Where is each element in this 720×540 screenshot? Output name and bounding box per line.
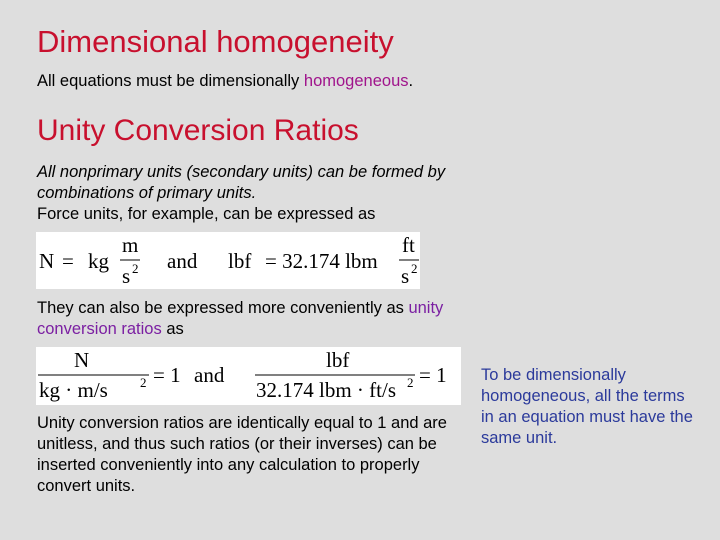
eq2-denominator-1-exponent: 2: [140, 375, 147, 390]
eq2-numerator-n: N: [74, 348, 90, 372]
eq1-equals: =: [62, 249, 74, 273]
eq1-ft: ft: [402, 233, 415, 257]
homogeneity-text: All equations must be dimensionally: [37, 72, 304, 90]
unity-ratio-paragraph: [37, 298, 457, 340]
force-units-equation: [36, 232, 420, 289]
homogeneity-side-note: To be dimensionally homogeneous, all the terms in an equation must have the same unit.: [481, 366, 693, 447]
homogeneous-highlight: homogeneous: [303, 72, 409, 90]
homogeneity-period: .: [408, 72, 414, 90]
nonprimary-units-text: All nonprimary units (secondary units) can be formed by combinations of primary units.: [37, 163, 446, 202]
force-units-text: Force units, for example, can be expressed as: [37, 205, 376, 223]
eq1-s-2: s: [401, 264, 410, 288]
eq1-s-exponent-2: 2: [411, 261, 418, 276]
eq1-m: m: [122, 233, 139, 257]
eq2-denominator-2-exponent: 2: [407, 375, 414, 390]
unity-ratio-text: They can also be expressed more conveniently as: [37, 299, 409, 317]
eq2-equals-one-2: = 1: [419, 363, 447, 387]
title-unity-conversion-ratios: Unity Conversion Ratios: [37, 114, 359, 147]
homogeneity-statement: [37, 71, 413, 92]
eq2-equals-one-1: = 1: [153, 363, 181, 387]
unity-ratio-as: as: [161, 320, 184, 338]
unity-ratio-highlight: unity conversion ratios: [37, 299, 444, 338]
unity-ratio-equation: [36, 347, 461, 405]
eq1-kg: kg: [88, 249, 109, 273]
eq2-and: and: [194, 363, 225, 387]
eq2-denominator-2: 32.174 lbm · ft/s: [256, 378, 396, 402]
unity-ratio-explanation: Unity conversion ratios are identically equal to 1 and are unitless, and thus such ratios (or their inverses) can be inserted conveniently into any calculation to properly convert units.: [37, 414, 447, 495]
eq1-and: and: [167, 249, 198, 273]
eq2-numerator-lbf: lbf: [326, 348, 350, 372]
eq1-value: = 32.174 lbm: [265, 249, 378, 273]
nonprimary-units-paragraph: [37, 162, 457, 225]
eq1-s: s: [122, 264, 131, 288]
eq1-newton: N: [39, 249, 55, 273]
eq1-lbf: lbf: [228, 249, 252, 273]
title-dimensional-homogeneity: Dimensional homogeneity: [37, 24, 394, 59]
eq2-denominator-1: kg · m/s: [39, 378, 108, 402]
eq1-s-exponent: 2: [132, 261, 139, 276]
